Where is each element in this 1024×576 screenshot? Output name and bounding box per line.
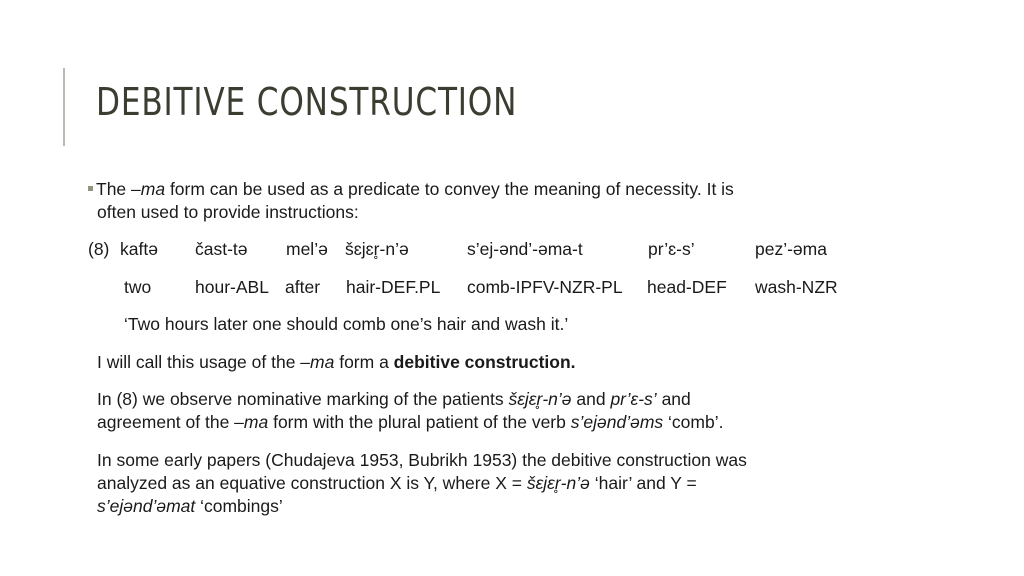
example-gloss: head-DEF	[647, 277, 727, 297]
example-word: pr’ɛ-s’	[648, 239, 695, 259]
paragraph-nominative-line-1: In (8) we observe nominative marking of the patients šɛjɛr̥-n’ə and pr’ɛ-s’ and	[97, 389, 691, 409]
example-gloss: wash-NZR	[755, 277, 838, 297]
paragraph-early-papers-line-2: analyzed as an equative construction X is Y, where X = šɛjɛr̥-n’ə ‘hair’ and Y =	[97, 473, 697, 493]
example-gloss: hair-DEF.PL	[346, 277, 441, 297]
bullet-line-1: The –ma form can be used as a predicate to convey the meaning of necessity. It is	[88, 178, 734, 201]
example-gloss: comb-IPFV-NZR-PL	[467, 277, 623, 297]
slide-title: DEBITIVE CONSTRUCTION	[96, 80, 518, 124]
example-word: mel’ə	[286, 239, 328, 259]
example-word: čast-tə	[195, 239, 248, 259]
example-gloss: two	[124, 277, 152, 297]
example-gloss: after	[285, 277, 321, 297]
paragraph-nominative-line-2: agreement of the –ma form with the plural patient of the verb s’ejənd’əms ‘comb’.	[97, 412, 724, 432]
example-word: s’ej-ənd’-əma-t	[467, 239, 583, 259]
example-word: pez’-əma	[755, 239, 827, 259]
example-translation: ‘Two hours later one should comb one’s hair and wash it.’	[124, 314, 569, 334]
bullet-line-2: often used to provide instructions:	[97, 202, 359, 222]
example-gloss: hour-ABL	[195, 277, 269, 297]
example-word: šɛjɛr̥-n’ə	[345, 239, 409, 259]
bullet-square-icon	[88, 186, 93, 191]
paragraph-early-papers-line-3: s’ejənd’əmat ‘combings’	[97, 496, 283, 516]
example-number: (8)	[88, 239, 110, 259]
paragraph-debitive-definition: I will call this usage of the –ma form a debitive construction.	[97, 352, 576, 372]
example-word: kaftə	[120, 239, 158, 259]
paragraph-early-papers-line-1: In some early papers (Chudajeva 1953, Bubrikh 1953) the debitive construction was	[97, 450, 747, 470]
accent-bar	[63, 68, 65, 146]
